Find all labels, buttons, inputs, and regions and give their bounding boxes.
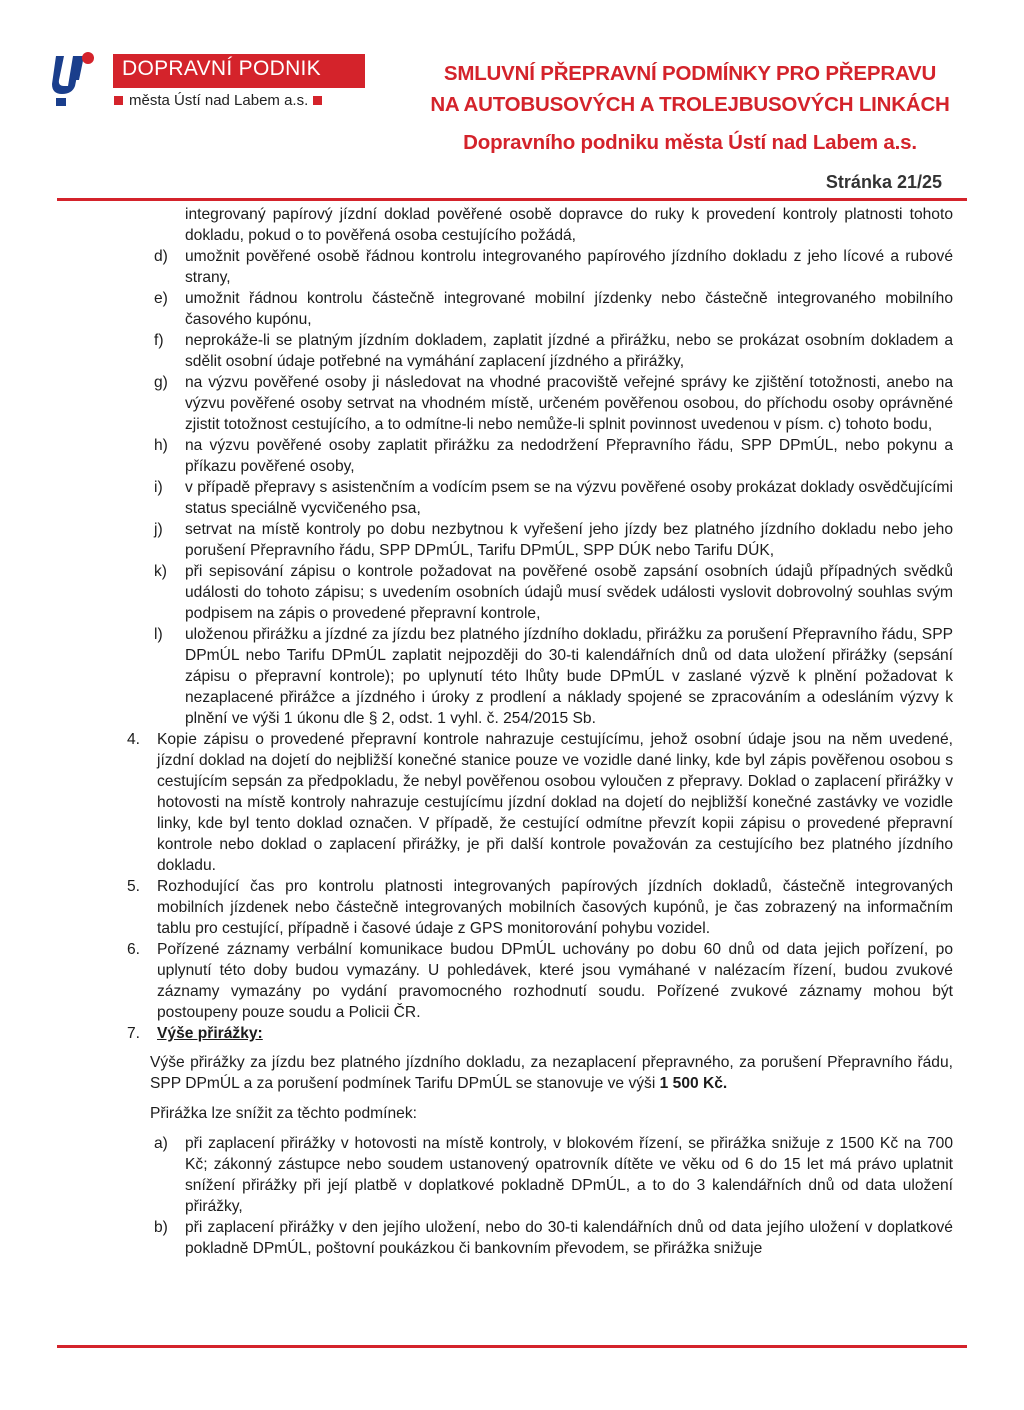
numbered-item-text: Pořízené záznamy verbální komunikace budou DPmÚL uchovány po dobu 60 dnů od data jejich pořízení, po uplynutí této doby budou vymazány. U pohledávek, které jsou vymáhané v nalézacím řízení, budou zvukové záznamy vymazány po vydání pravomocného rozhodnutí soudu. Pořízené zvukové záznamy mohou být postoupeny pouze soudu a Policii ČR. [157,941,953,1021]
numbered-item-label: 7. [127,1025,141,1042]
page-number: Stránka 21/25 [825,172,942,192]
numbered-item-text: Rozhodující čas pro kontrolu platnosti integrovaných papírových jízdních dokladů, částečně integrovaných mobilních jízdenek nebo částečně integrovaných mobilních časových kupónů, je čas zobrazený na informačním tablu pro cestující, případně i časové údaje z GPS monitorování pohybu vozidel. [157,878,953,937]
list-item [154,624,953,729]
paragraph-text: Výše přirážky za jízdu bez platného jízdního dokladu, za nezaplacení přepravného, za porušení Přepravního řádu, SPP DPmÚL a za porušení podmínek Tarifu DPmÚL se stanovuje ve výši [150,1054,953,1092]
list-item-text: při zaplacení přirážky v hotovosti na místě kontroly, v blokovém řízení, se přirážka snižuje z 1500 Kč na 700 Kč; zákonný zástupce nebo soudem ustanovený opatrovník dítěte ve věku od 6 do 15 let má právo uplatnit snížení přirážky při její platbě v doplatkové pokladně DPmÚL, a to do 3 kalendářních dnů od data uložení přirážky, [185,1135,953,1215]
company-logo [50,44,330,114]
list-item-label: f) [154,332,164,349]
list-item [154,1217,953,1259]
document-title-line2: NA AUTOBUSOVÝCH A TROLEJBUSOVÝCH LINKÁCH [430,93,950,116]
numbered-item [127,1023,953,1044]
list-item-label: d) [154,248,168,265]
list-item-text: umožnit řádnou kontrolu částečně integrované mobilní jízdenky nebo částečně integrovaného mobilního časového kupónu, [185,290,953,328]
list-item-label: h) [154,437,168,454]
document-title-line1: SMLUVNÍ PŘEPRAVNÍ PODMÍNKY PRO PŘEPRAVU [443,62,937,85]
square-icon [313,96,322,105]
list-item-text: při sepisování zápisu o kontrole požadovat na pověřené osobě zapsání osobních údajů případných svědků události do tohoto zápisu; s uvedením osobních údajů musí svědek události vyslovit dobrovolný souhlas svým podpisem na zápis o provedené přepravní kontrole, [185,563,953,622]
list-item [154,561,953,624]
list-item [154,435,953,477]
logo-subtitle-text: města Ústí nad Labem a.s. [129,92,309,109]
list-item [154,1133,953,1217]
list-item [154,372,953,435]
list-item-text: na výzvu pověřené osoby zaplatit přirážku za nedodržení Přepravního řádu, SPP DPmÚL, nebo pokynu a příkazu pověřené osoby, [185,437,953,475]
numbered-item [127,729,953,876]
list-item-label: a) [154,1135,168,1152]
list-item [154,519,953,561]
document-body [0,204,1024,1259]
list-item-label: e) [154,290,168,307]
logo-title: DOPRAVNÍ PODNIK [122,57,321,80]
list-item [154,330,953,372]
paragraph-text: Přirážka lze snížit za těchto podmínek: [150,1105,417,1122]
surcharge-amount: 1 500 Kč. [659,1075,728,1092]
numbered-item [127,876,953,939]
numbered-item [127,939,953,1023]
list-item-text: uloženou přirážku a jízdné za jízdu bez platného jízdního dokladu, přirážku za porušení Přepravního řádu, SPP DPmÚL nebo Tarifu DPmÚL zaplatit nejpozději do 30-ti kalendářních dnů od data uložení přirážky (sepsání zápisu o přepravní kontrole); po uplynutí této lhůty bude DPmÚL v zaslané výzvě k plnění požadovat k nezaplacené přirážce a jízdného i úroky z prodlení a náklady spojené se zpracováním a odesláním výzvy k plnění ve výši 1 úkonu dle § 2, odst. 1 vyhl. č. 254/2015 Sb. [185,626,953,727]
surcharge-paragraph [150,1052,953,1094]
list-item [154,246,953,288]
list-item-label: g) [154,374,168,391]
logo-subtitle [114,92,322,109]
footer-divider [57,1345,967,1348]
continuation-text [185,204,953,246]
list-item-label: b) [154,1219,168,1236]
document-title-line3: Dopravního podniku města Ústí nad Labem a.s. [463,131,917,154]
list-item-text: neprokáže-li se platným jízdním dokladem, zaplatit jízdné a přirážku, nebo se prokázat osobním dokladem a sdělit osobní údaje potřebné na vymáhání zaplacení jízdného a přirážky, [185,332,953,370]
section-heading: Výše přirážky: [157,1025,263,1042]
list-item-label: j) [154,521,163,538]
list-item [154,288,953,330]
list-item [154,477,953,519]
list-item-label: k) [154,563,167,580]
numbered-item-label: 6. [127,941,141,958]
list-item-text: při zaplacení přirážky v den jejího uložení, nebo do 30-ti kalendářních dnů od data jejího uložení v doplatkové pokladně DPmÚL, poštovní poukázkou či bankovním převodem, se přirážka snižuje [185,1219,953,1257]
list-item-label: i) [154,479,163,496]
numbered-item-text: Kopie zápisu o provedené přepravní kontrole nahrazuje cestujícímu, jehož osobní údaje jsou na něm uvedené, jízdní doklad na dojetí do nejbližší konečné stanice pouze ve vozidle dané linky, kde byl zápis pověřenou osobou s cestujícím sepsán za předpokladu, že nebyl pověřenou osobou vyloučen z přepravy. Doklad o zaplacení přirážky v hotovosti na místě kontroly nahrazuje cestujícímu jízdní doklad na dojetí do nejbližší konečné zastávky ve vozidle linky, kde byl tento doklad označen. V případě, že cestující odmítne převzít kopii zápisu o provedené přepravní kontrole nebo doklad o zaplacení přirážky, je při další kontrole považován za cestujícího bez platného jízdního dokladu. [157,731,953,874]
dp-logo-icon [50,50,98,108]
numbered-item-label: 5. [127,878,141,895]
list-item-text: na výzvu pověřené osoby ji následovat na vhodné pracoviště veřejné správy ke zjištění totožnosti, anebo na výzvu pověřené osoby setrvat na vhodném místě, určeném pověřenou osobou, do příchodu osoby oprávněné zjistit totožnost cestujícího, a to odmítne-li nebo nemůže-li splnit povinnost uvedenou v písm. c) tohoto bodu, [185,374,953,433]
header-divider [57,198,967,201]
reduction-intro [150,1103,953,1124]
list-item-label: l) [154,626,163,643]
list-item-text: setrvat na místě kontroly po dobu nezbytnou k vyřešení jeho jízdy bez platného jízdního dokladu nebo jeho porušení Přepravního řádu, SPP DPmÚL, Tarifu DPmÚL, SPP DÚK nebo Tarifu DÚK, [185,521,953,559]
paragraph-text: integrovaný papírový jízdní doklad pověřené osobě dopravce do ruky k provedení kontroly platnosti tohoto dokladu, pokud o to pověřená osoba cestujícího požádá, [185,206,953,244]
square-icon [114,96,123,105]
numbered-item-label: 4. [127,731,141,748]
list-item-text: umožnit pověřené osobě řádnou kontrolu integrovaného papírového jízdního dokladu z jeho lícové a rubové strany, [185,248,953,286]
list-item-text: v případě přepravy s asistenčním a vodícím psem se na výzvu pověřené osoby prokázat doklady osvědčujícími status speciálně vycvičeného psa, [185,479,953,517]
